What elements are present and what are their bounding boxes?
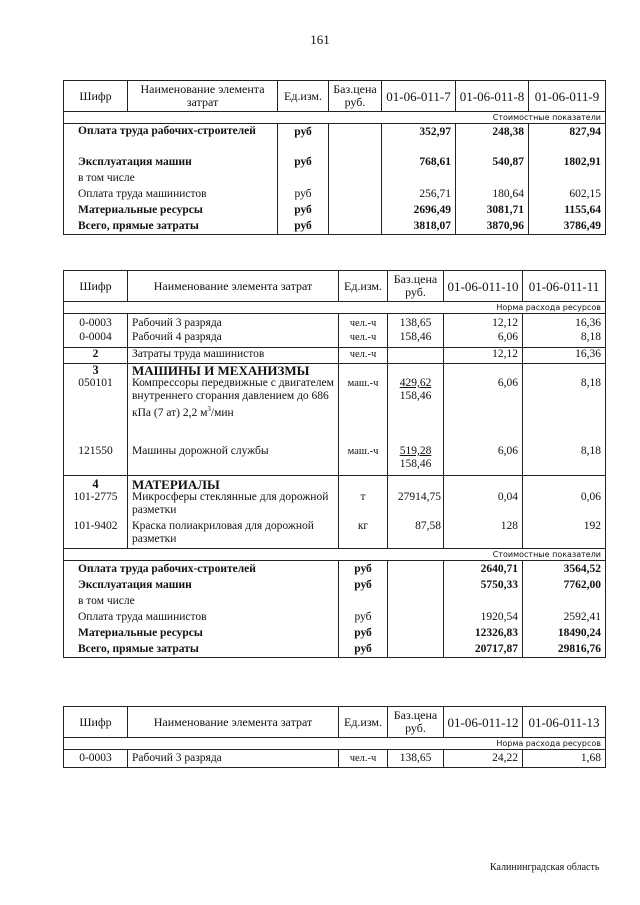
row-name: Краска полиакриловая для дорожной разметки xyxy=(128,520,339,549)
row-unit: чел.-ч xyxy=(339,348,388,364)
row-name: Материальные ресурсы xyxy=(64,625,339,641)
region-footer: Калининградская область xyxy=(490,862,600,873)
row-name: в том числе xyxy=(64,170,278,186)
header-unit: Ед.изм. xyxy=(339,271,388,302)
row-unit: т xyxy=(339,491,388,520)
row-name: Оплата труда рабочих-строителей xyxy=(64,561,339,578)
row-name: Эксплуатация машин xyxy=(64,577,339,593)
row-unit: кг xyxy=(339,520,388,549)
row-name: Микросферы стеклянные для дорожной разметки xyxy=(128,491,339,520)
row-value: 248,38 xyxy=(456,124,529,155)
row-name: Рабочий 3 разряда xyxy=(128,314,339,331)
table-row xyxy=(64,186,606,202)
table-row xyxy=(64,520,606,549)
row-value: 540,87 xyxy=(456,154,529,170)
header-code: Шифр xyxy=(64,81,128,112)
row-code: 0-0003 xyxy=(64,750,128,768)
row-unit: руб xyxy=(278,154,329,170)
header-col: 01-06-011-12 xyxy=(444,707,523,738)
table-row xyxy=(64,445,606,475)
row-value: 0,04 xyxy=(444,491,523,520)
row-price: 87,58 xyxy=(388,520,444,549)
row-name: в том числе xyxy=(64,593,339,609)
row-name: Материальные ресурсы xyxy=(64,202,278,218)
header-col: 01-06-011-13 xyxy=(523,707,606,738)
row-price: 27914,75 xyxy=(388,491,444,520)
header-unit: Ед.изм. xyxy=(278,81,329,112)
row-unit: руб xyxy=(278,186,329,202)
row-value: 192 xyxy=(523,520,606,549)
table-row xyxy=(64,750,606,768)
table-row xyxy=(64,641,606,658)
section-header xyxy=(64,475,606,491)
row-value: 8,18 xyxy=(523,377,606,445)
header-name: Наименование элемента затрат xyxy=(128,81,278,112)
row-value: 827,94 xyxy=(529,124,606,155)
row-unit: руб xyxy=(339,625,388,641)
row-value: 3818,07 xyxy=(382,218,456,235)
row-value: 16,36 xyxy=(523,314,606,331)
section-header xyxy=(64,364,606,378)
row-name: Рабочий 3 разряда xyxy=(128,750,339,768)
table-header-row xyxy=(64,81,606,112)
row-name: Эксплуатация машин xyxy=(64,154,278,170)
table-row xyxy=(64,314,606,331)
table-header-row xyxy=(64,707,606,738)
header-col: 01-06-011-9 xyxy=(529,81,606,112)
row-value: 12,12 xyxy=(444,348,523,364)
row-unit: руб xyxy=(339,609,388,625)
row-price: 519,28 158,46 xyxy=(388,445,444,475)
table-row xyxy=(64,491,606,520)
row-name: Рабочий 4 разряда xyxy=(128,331,339,348)
row-value: 3870,96 xyxy=(456,218,529,235)
row-value: 2696,49 xyxy=(382,202,456,218)
row-unit: руб xyxy=(278,202,329,218)
row-name: Всего, прямые затраты xyxy=(64,641,339,658)
header-base-price: Баз.цена руб. xyxy=(329,81,382,112)
row-value: 6,06 xyxy=(444,331,523,348)
table-row xyxy=(64,377,606,445)
row-name: Оплата труда рабочих-строителей xyxy=(64,124,278,155)
row-value: 2592,41 xyxy=(523,609,606,625)
row-value: 18490,24 xyxy=(523,625,606,641)
cost-table-1 xyxy=(63,80,606,235)
row-value: 12326,83 xyxy=(444,625,523,641)
header-col: 01-06-011-10 xyxy=(444,271,523,302)
header-code: Шифр xyxy=(64,707,128,738)
row-unit: руб xyxy=(339,641,388,658)
row-price: 158,46 xyxy=(388,331,444,348)
page-number: 161 xyxy=(310,32,330,47)
table-row xyxy=(64,348,606,364)
row-unit: маш.-ч xyxy=(339,377,388,445)
row-value: 3786,49 xyxy=(529,218,606,235)
row-value: 1802,91 xyxy=(529,154,606,170)
row-value: 12,12 xyxy=(444,314,523,331)
section-label: Норма расхода ресурсов xyxy=(64,302,606,314)
row-unit: руб xyxy=(278,218,329,235)
section-label: Стоимостные показатели xyxy=(64,112,606,124)
resource-table-2 xyxy=(63,270,606,658)
row-value: 24,22 xyxy=(444,750,523,768)
header-base-price: Баз.цена руб. xyxy=(388,271,444,302)
table-row xyxy=(64,609,606,625)
row-value: 8,18 xyxy=(523,331,606,348)
row-name: Оплата труда машинистов xyxy=(64,186,278,202)
row-unit: чел.-ч xyxy=(339,331,388,348)
header-col: 01-06-011-8 xyxy=(456,81,529,112)
row-price: 429,62 158,46 xyxy=(388,377,444,445)
row-unit: чел.-ч xyxy=(339,750,388,768)
row-unit: руб xyxy=(278,124,329,155)
table-row xyxy=(64,154,606,170)
header-name: Наименование элемента затрат xyxy=(128,707,339,738)
row-code: 050101 xyxy=(64,377,128,445)
row-value: 3564,52 xyxy=(523,561,606,578)
header-unit: Ед.изм. xyxy=(339,707,388,738)
section-title: МАШИНЫ И МЕХАНИЗМЫ xyxy=(128,364,339,378)
row-name: Затраты труда машинистов xyxy=(128,348,339,364)
row-code: 101-9402 xyxy=(64,520,128,549)
row-unit: маш.-ч xyxy=(339,445,388,475)
row-value: 6,06 xyxy=(444,445,523,475)
row-code: 0-0003 xyxy=(64,314,128,331)
row-unit: чел.-ч xyxy=(339,314,388,331)
row-value: 180,64 xyxy=(456,186,529,202)
row-price: 138,65 xyxy=(388,314,444,331)
row-name: Оплата труда машинистов xyxy=(64,609,339,625)
table-row xyxy=(64,625,606,641)
section-code: 4 xyxy=(64,475,128,491)
row-code: 2 xyxy=(64,348,128,364)
row-code: 101-2775 xyxy=(64,491,128,520)
row-unit: руб xyxy=(339,577,388,593)
row-code: 0-0004 xyxy=(64,331,128,348)
header-col: 01-06-011-7 xyxy=(382,81,456,112)
row-value: 2640,71 xyxy=(444,561,523,578)
row-value: 602,15 xyxy=(529,186,606,202)
section-code: 3 xyxy=(64,364,128,378)
row-value: 352,97 xyxy=(382,124,456,155)
table-row xyxy=(64,561,606,578)
header-col: 01-06-011-11 xyxy=(523,271,606,302)
row-value: 128 xyxy=(444,520,523,549)
row-name: Машины дорожной службы xyxy=(128,445,339,475)
row-value: 5750,33 xyxy=(444,577,523,593)
table-row xyxy=(64,218,606,235)
row-value: 16,36 xyxy=(523,348,606,364)
table-row xyxy=(64,124,606,155)
section-label: Норма расхода ресурсов xyxy=(64,738,606,750)
table-row xyxy=(64,202,606,218)
row-name: Всего, прямые затраты xyxy=(64,218,278,235)
table-row xyxy=(64,577,606,593)
row-value: 29816,76 xyxy=(523,641,606,658)
header-code: Шифр xyxy=(64,271,128,302)
table-row xyxy=(64,170,606,186)
header-name: Наименование элемента затрат xyxy=(128,271,339,302)
row-value: 256,71 xyxy=(382,186,456,202)
row-code: 121550 xyxy=(64,445,128,475)
section-title: МАТЕРИАЛЫ xyxy=(128,475,339,491)
row-value: 1920,54 xyxy=(444,609,523,625)
row-value: 3081,71 xyxy=(456,202,529,218)
row-value: 6,06 xyxy=(444,377,523,445)
row-price: 138,65 xyxy=(388,750,444,768)
resource-table-3 xyxy=(63,706,606,768)
header-base-price: Баз.цена руб. xyxy=(388,707,444,738)
table-row xyxy=(64,593,606,609)
row-name: Компрессоры передвижные с двигателем внутреннего сгорания давлением до 686 кПа (7 ат) 2,2 $м^3$/мин xyxy=(128,377,339,445)
table-header-row xyxy=(64,271,606,302)
row-value: 20717,87 xyxy=(444,641,523,658)
row-value: 8,18 xyxy=(523,445,606,475)
row-value: 0,06 xyxy=(523,491,606,520)
table-row xyxy=(64,331,606,348)
row-unit: руб xyxy=(339,561,388,578)
row-value: 1155,64 xyxy=(529,202,606,218)
row-value: 7762,00 xyxy=(523,577,606,593)
section-label: Стоимостные показатели xyxy=(64,549,606,561)
row-value: 768,61 xyxy=(382,154,456,170)
row-value: 1,68 xyxy=(523,750,606,768)
